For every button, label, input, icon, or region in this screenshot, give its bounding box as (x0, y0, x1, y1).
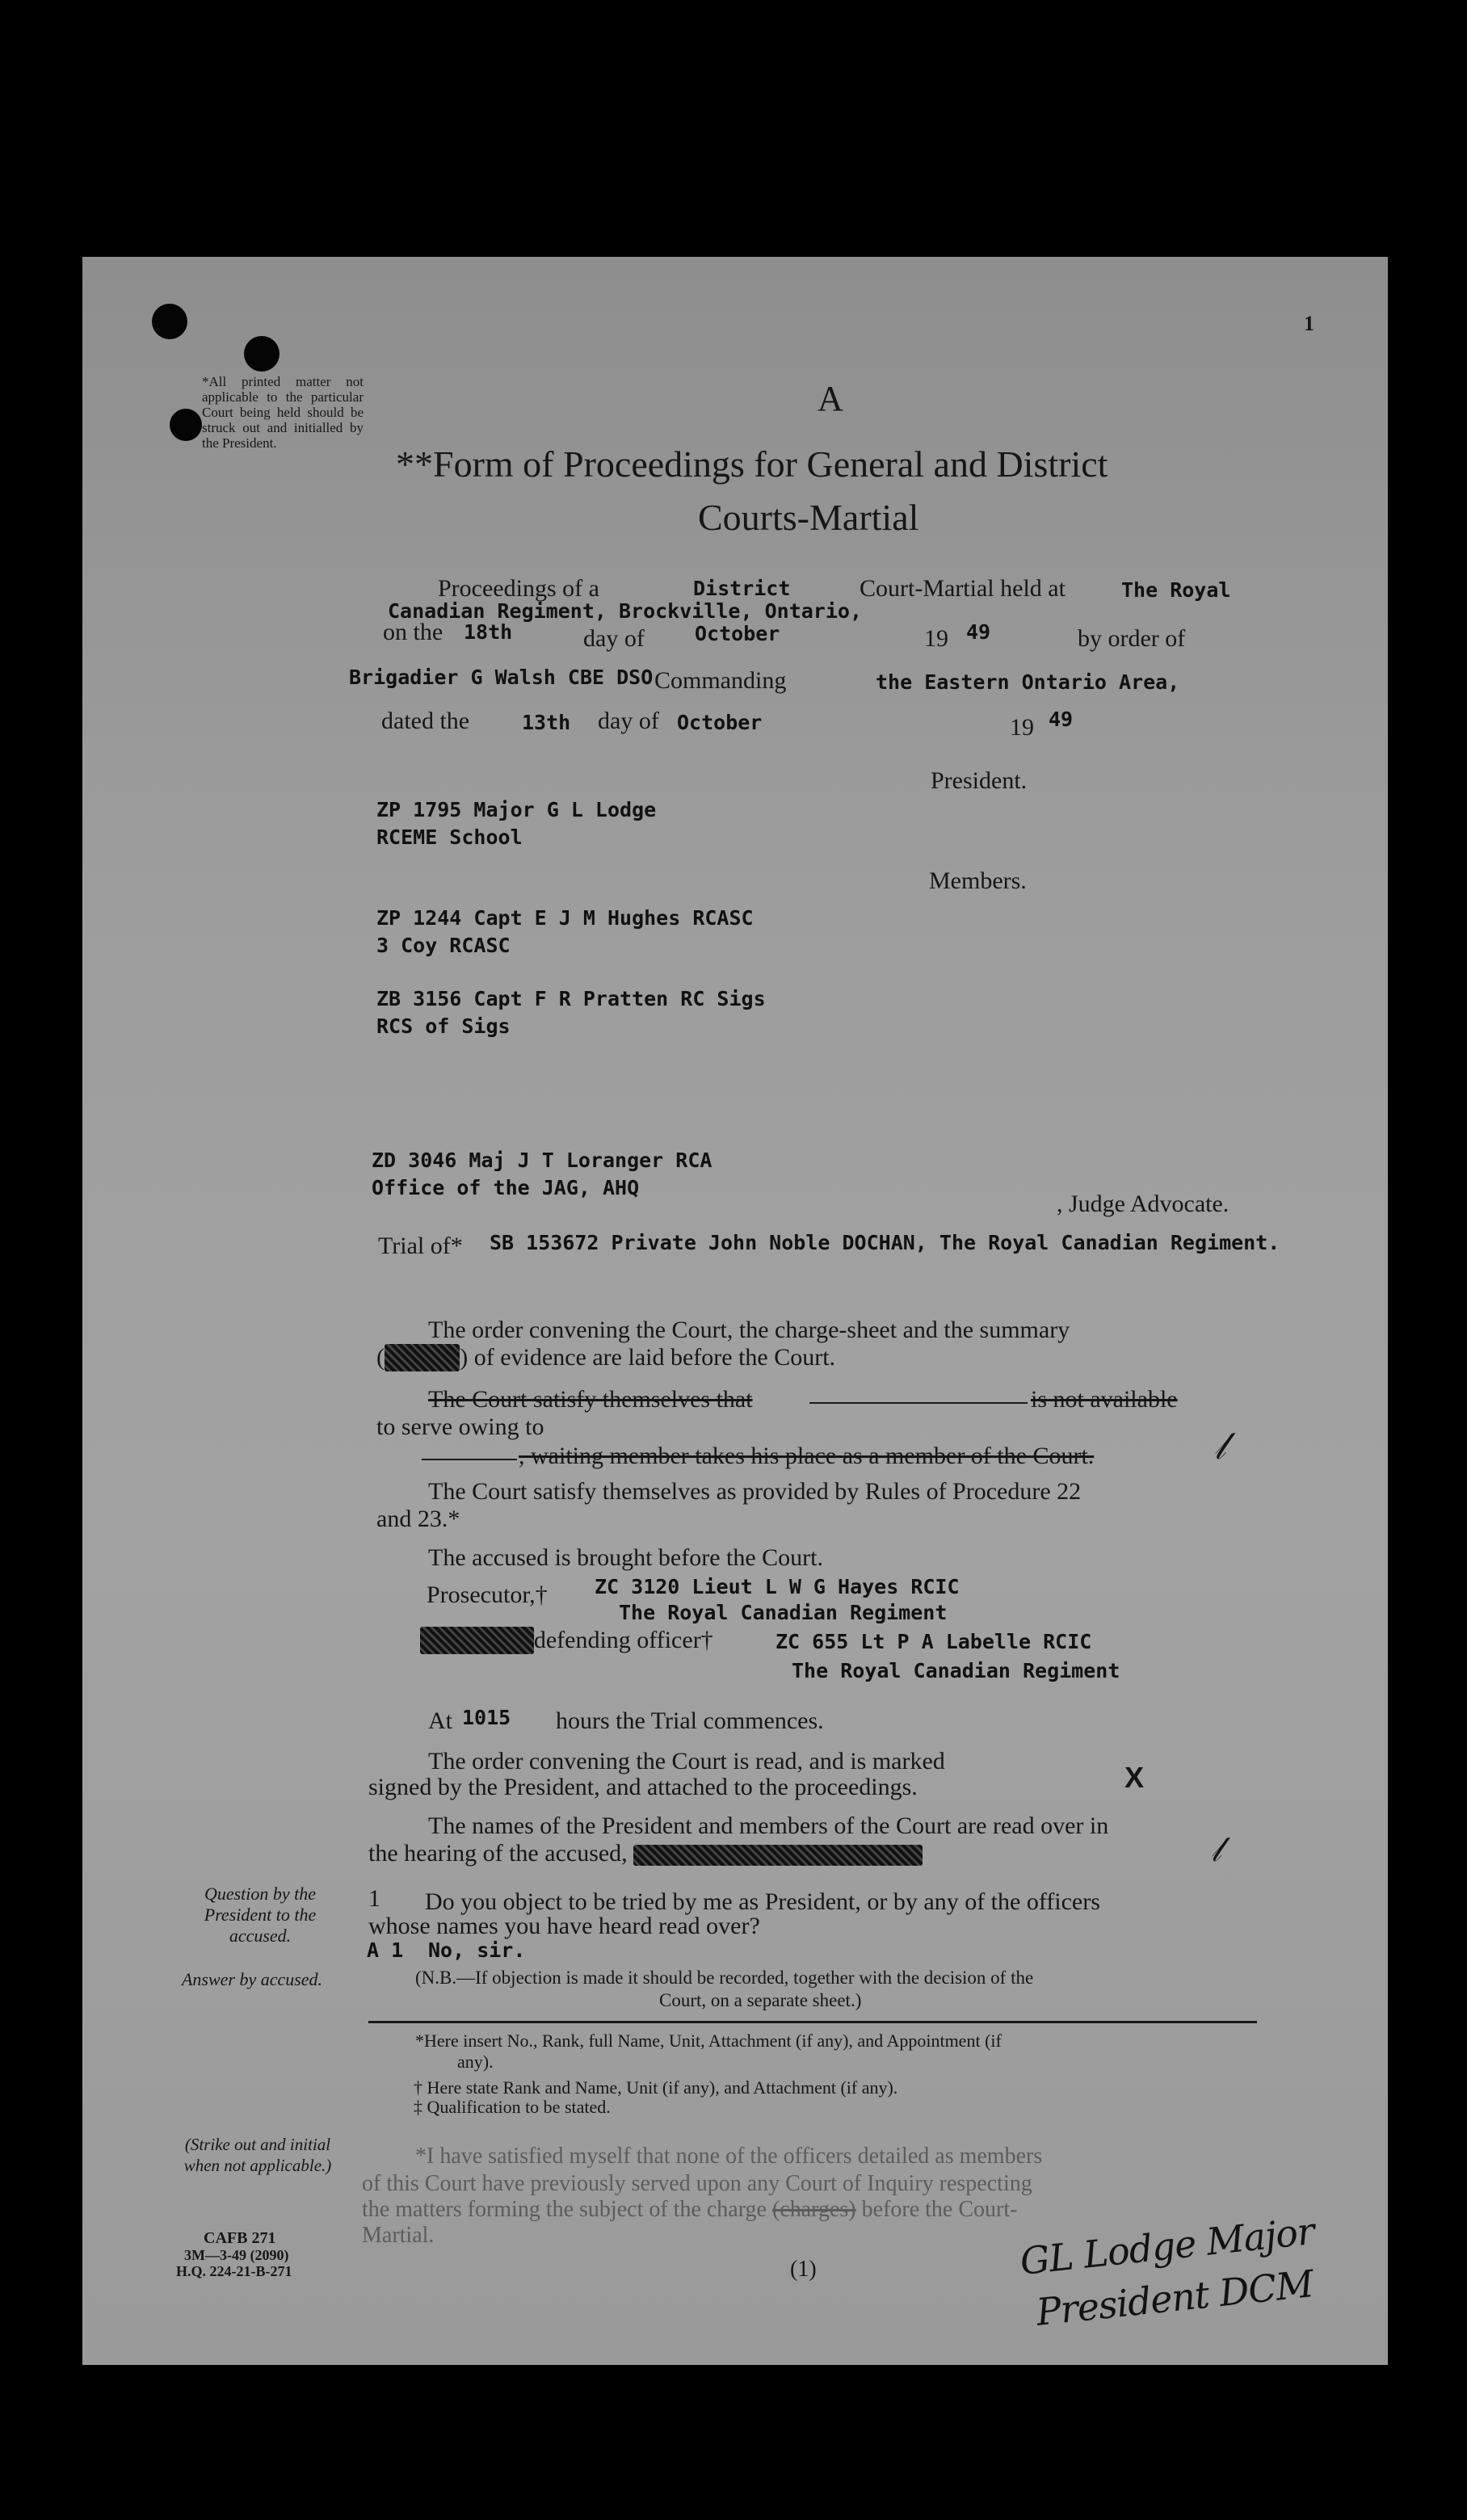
prosecutor-line1: ZC 3120 Lieut L W G Hayes RCIC (595, 1575, 960, 1598)
year-prefix: 19 (924, 625, 948, 652)
footnote-3: ‡ Qualification to be stated. (414, 2097, 611, 2117)
struck-line-3: , waiting member takes his place as a member of the Court. (519, 1443, 1095, 1469)
member2-line1: ZB 3156 Capt F R Pratten RC Sigs (376, 987, 766, 1010)
president-line2: RCEME School (376, 825, 523, 849)
form-letter: A (818, 379, 843, 418)
footer-page-label: (1) (790, 2257, 817, 2282)
initials-mark: 𝓁 (1208, 1831, 1222, 1870)
president-signature-line1: GL Lodge Major (1018, 2209, 1317, 2283)
president-signature-line2: President DCM (1034, 2262, 1315, 2334)
struck-line-2: to serve owing to (376, 1413, 544, 1440)
certification-line3-c: before the Court- (861, 2197, 1018, 2222)
form-title-line1: **Form of Proceedings for General and District (396, 443, 1108, 485)
paragraph-order-read-line1: The order convening the Court is read, and is marked (428, 1748, 945, 1774)
day: 18th (464, 620, 513, 644)
judge-advocate-line1: ZD 3046 Maj J T Loranger RCA (372, 1149, 712, 1172)
command: the Eastern Ontario Area, (876, 670, 1180, 694)
prosecutor-label: Prosecutor,† (427, 1581, 548, 1608)
answer-number: A 1 (367, 1938, 404, 1962)
members-label: Members. (929, 867, 1027, 894)
paragraph-convening-rest: ) of evidence are laid before the Court. (460, 1344, 836, 1371)
form-title-line2: Courts-Martial (698, 497, 919, 538)
defending-row (420, 1627, 713, 1654)
question-number: 1 (368, 1885, 380, 1912)
paragraph-names-line1: The names of the President and members of the Court are read over in (428, 1812, 1109, 1839)
question-label: Question by the President to the accused. (204, 1884, 317, 1946)
dated-month: October (677, 711, 763, 734)
ordered-by: Brigadier G Walsh CBE DSO (349, 666, 654, 689)
punch-hole (152, 304, 187, 339)
paragraph-order-read-line2: signed by the President, and attached to the proceedings. (368, 1774, 918, 1800)
divider-rule (368, 2021, 1257, 2023)
label-by-order-of: by order of (1078, 625, 1186, 652)
month: October (695, 622, 780, 645)
member1-line2: 3 Coy RCASC (376, 934, 511, 957)
certification-line3 (362, 2197, 1017, 2223)
president-line1: ZP 1795 Major G L Lodge (376, 798, 657, 821)
footnote-1-line2: any). (457, 2052, 494, 2072)
nb-line2: Court, on a separate sheet.) (659, 1990, 862, 2010)
footnote-2: † Here state Rank and Name, Unit (if any), and Attachment (if any). (414, 2077, 898, 2098)
trial-of-label: Trial of* (378, 1233, 463, 1259)
label-proceedings-of: Proceedings of a (438, 575, 599, 602)
judge-advocate-label: , Judge Advocate. (1057, 1191, 1230, 1217)
dated-year-suffix: 49 (1049, 708, 1074, 731)
page-number: 1 (1304, 312, 1314, 335)
president-label: President. (931, 767, 1028, 794)
paragraph-accused-brought: The accused is brought before the Court. (428, 1544, 824, 1571)
trial-time: 1015 (462, 1706, 511, 1729)
hours-label: hours the Trial commences. (556, 1707, 824, 1734)
certification-line4: Martial. (362, 2223, 435, 2248)
x-mark: X (1124, 1761, 1145, 1794)
defending-label: defending officer† (533, 1627, 713, 1653)
certification-line3-a: the matters forming the subject of the charge (362, 2197, 767, 2222)
document-page (82, 257, 1388, 2365)
court-type: District (693, 577, 791, 600)
accused-name: SB 153672 Private John Noble DOCHAN, The Royal Canadian Regiment. (490, 1231, 1280, 1254)
prosecutor-line2: The Royal Canadian Regiment (619, 1601, 948, 1624)
nb-line1: (N.B.—If objection is made it should be recorded, together with the decision of the (415, 1968, 1034, 1988)
strike-out-instruction: (Strike out and initial when not applicable.) (183, 2135, 332, 2175)
dated-day: 13th (522, 711, 571, 734)
defending-line2: The Royal Canadian Regiment (792, 1659, 1120, 1682)
strike-out-note: *All printed matter not applicable to the particular Court being held should be struck out and initialled by the President. (202, 374, 364, 451)
member1-line1: ZP 1244 Capt E J M Hughes RCASC (376, 906, 754, 930)
form-code: CAFB 271 (204, 2229, 276, 2247)
year-suffix: 49 (966, 620, 991, 644)
struck-severally-answer (633, 1845, 923, 1866)
punch-hole (244, 336, 280, 372)
question-line1: Do you object to be tried by me as President, or by any of the officers (425, 1888, 1100, 1915)
paragraph-convening-line1: The order convening the Court, the charge-sheet and the summary (428, 1317, 1070, 1343)
label-dated-the: dated the (381, 708, 470, 734)
judge-advocate-line2: Office of the JAG, AHQ (372, 1176, 640, 1199)
initials-mark: 𝓁 (1211, 1426, 1227, 1468)
paragraph-names-text: the hearing of the accused, (368, 1840, 628, 1867)
label-court-martial-held-at: Court-Martial held at (860, 575, 1066, 602)
label-commanding: Commanding (654, 667, 787, 694)
struck-charges: (charges) (771, 2197, 856, 2222)
paragraph-rules-line1: The Court satisfy themselves as provided by Rules of Procedure 22 (428, 1478, 1082, 1505)
hq-code: H.Q. 224-21-B-271 (176, 2263, 292, 2279)
question-line2: whose names you have heard read over? (368, 1913, 760, 1939)
print-code: 3M—3-49 (2090) (184, 2247, 289, 2263)
dated-year-prefix: 19 (1010, 714, 1034, 741)
label-day-of-2: day of (598, 708, 659, 734)
strike-rule (809, 1402, 1028, 1404)
punch-hole (170, 409, 202, 441)
struck-counsel-for (420, 1627, 534, 1654)
paragraph-convening-line2 (376, 1344, 835, 1371)
certification-line2: of this Court have previously served upon any Court of Inquiry respecting (362, 2171, 1032, 2196)
paragraph-rules-line2: and 23.* (376, 1506, 460, 1532)
struck-line-1b: is not available (1031, 1386, 1178, 1413)
label-on-the: on the (383, 619, 443, 645)
footnote-1-line1: *Here insert No., Rank, full Name, Unit, Attachment (if any), and Appointment (if (415, 2031, 1002, 2051)
certification-line1: *I have satisfied myself that none of the officers detailed as members (415, 2144, 1043, 2169)
strike-rule (422, 1459, 517, 1460)
answer-text: No, sir. (428, 1938, 526, 1962)
member2-line2: RCS of Sigs (376, 1014, 511, 1038)
location-part1: The Royal (1121, 578, 1231, 602)
at-label: At (428, 1707, 452, 1734)
defending-line1: ZC 655 Lt P A Labelle RCIC (776, 1630, 1092, 1653)
location-part2: Canadian Regiment, Brockville, Ontario, (388, 599, 862, 623)
label-day-of: day of (583, 625, 645, 652)
answer-label: Answer by accused. (181, 1969, 323, 1989)
paren-open: ( (376, 1344, 385, 1371)
paragraph-names-line2 (368, 1840, 923, 1867)
struck-line-1a: The Court satisfy themselves that (428, 1386, 753, 1413)
struck-abstract (385, 1344, 460, 1371)
